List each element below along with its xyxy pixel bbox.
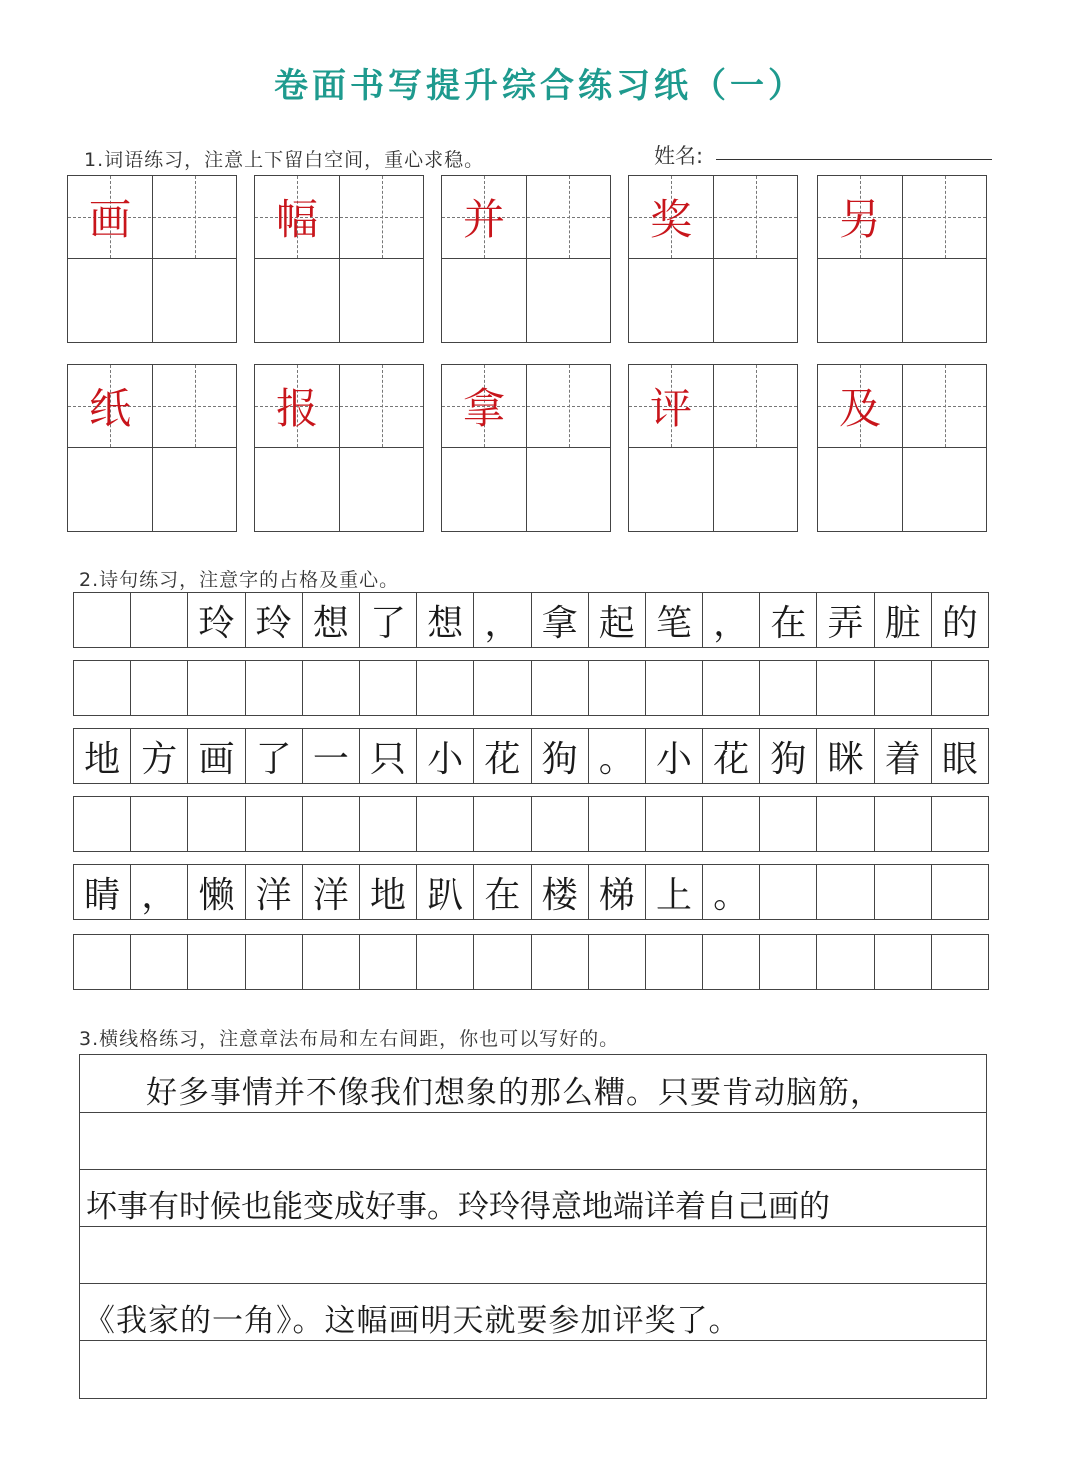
blank-cell[interactable] <box>417 935 474 989</box>
sentence-char: 画 <box>198 738 235 780</box>
grid-cell <box>589 865 646 919</box>
blank-cell[interactable] <box>474 797 531 851</box>
sentence-char: ， <box>713 602 750 644</box>
sentence-char: 小 <box>427 738 464 780</box>
sentence-char: 。 <box>598 738 635 780</box>
page-title: 卷面书写提升综合练习纸（一） <box>274 66 806 106</box>
model-character: 幅 <box>275 195 318 244</box>
grid-cell <box>188 729 245 783</box>
grid-cell <box>474 729 531 783</box>
grid-cell <box>303 593 360 647</box>
model-character: 画 <box>88 195 131 244</box>
grid-cell <box>532 729 589 783</box>
word-box <box>67 364 237 532</box>
blank-cell[interactable] <box>188 797 245 851</box>
sentence-char: 想 <box>312 602 349 644</box>
blank-cell[interactable] <box>417 661 474 715</box>
grid-cell <box>360 865 417 919</box>
grid-cell <box>760 593 817 647</box>
section2-instruction: 2.诗句练习，注意字的占格及重心。 <box>79 569 400 591</box>
grid-cell <box>131 729 188 783</box>
blank-cell[interactable] <box>817 661 874 715</box>
sentence-char: 上 <box>655 874 692 916</box>
sentence-char: 了 <box>255 738 292 780</box>
grid-cell <box>875 865 932 919</box>
word-box <box>254 175 424 343</box>
model-character: 奖 <box>649 195 692 244</box>
sentence-char: 在 <box>484 874 521 916</box>
word-box <box>628 175 798 343</box>
grid-line <box>255 447 423 448</box>
grid-cell <box>646 593 703 647</box>
model-character: 并 <box>462 195 505 244</box>
blank-cell[interactable] <box>532 797 589 851</box>
blank-cell[interactable] <box>360 935 417 989</box>
blank-cell[interactable] <box>646 797 703 851</box>
blank-cell[interactable] <box>474 935 531 989</box>
grid-cell <box>417 729 474 783</box>
blank-cell[interactable] <box>532 661 589 715</box>
word-box <box>817 175 987 343</box>
grid-cell <box>74 729 131 783</box>
sentence-char: 楼 <box>541 874 578 916</box>
blank-cell[interactable] <box>246 661 303 715</box>
grid-cell <box>932 593 988 647</box>
blank-cell[interactable] <box>131 935 188 989</box>
sentence-char: 玲 <box>198 602 235 644</box>
sentence-char: ， <box>141 874 178 916</box>
sentence-char: 笔 <box>655 602 692 644</box>
blank-cell[interactable] <box>646 661 703 715</box>
blank-cell[interactable] <box>303 935 360 989</box>
sentence-char: 眼 <box>941 738 978 780</box>
sentence-char: 狗 <box>770 738 807 780</box>
grid-cell <box>474 593 531 647</box>
blank-cell[interactable] <box>589 797 646 851</box>
sentence-char: 花 <box>713 738 750 780</box>
sentence-char: 梯 <box>598 874 635 916</box>
grid-cell <box>532 865 589 919</box>
blank-cell[interactable] <box>589 935 646 989</box>
grid-cell <box>760 865 817 919</box>
grid-line <box>629 447 797 448</box>
grid-cell <box>74 865 131 919</box>
blank-cell[interactable] <box>474 661 531 715</box>
lined-practice-area <box>79 1054 987 1399</box>
blank-cell[interactable] <box>188 935 245 989</box>
blank-cell[interactable] <box>703 661 760 715</box>
practice-row <box>73 796 989 852</box>
grid-line <box>152 176 153 342</box>
sentence-char: 脏 <box>884 602 921 644</box>
grid-line <box>442 258 610 259</box>
grid-cell <box>817 729 874 783</box>
grid-cell <box>646 865 703 919</box>
grid-line <box>68 258 236 259</box>
grid-cell <box>360 729 417 783</box>
blank-cell[interactable] <box>932 935 988 989</box>
sentence-char: 懒 <box>198 874 235 916</box>
blank-cell[interactable] <box>532 935 589 989</box>
grid-cell <box>932 865 988 919</box>
model-character: 另 <box>838 195 881 244</box>
sentence-char: 花 <box>484 738 521 780</box>
model-character: 纸 <box>88 384 131 433</box>
blank-cell[interactable] <box>246 797 303 851</box>
blank-cell[interactable] <box>303 797 360 851</box>
grid-cell <box>417 865 474 919</box>
blank-cell[interactable] <box>360 661 417 715</box>
grid-cell <box>532 593 589 647</box>
blank-cell[interactable] <box>74 797 131 851</box>
sentence-char: 在 <box>770 602 807 644</box>
sentence-char: 睛 <box>84 874 121 916</box>
grid-line <box>339 176 340 342</box>
sentence-char: 着 <box>884 738 921 780</box>
grid-line <box>713 176 714 342</box>
sentence-char: 方 <box>141 738 178 780</box>
ruled-line <box>80 1283 986 1284</box>
grid-cell <box>188 593 245 647</box>
passage-line-2: 坏事有时候也能变成好事。玲玲得意地端详着自己画的 <box>86 1189 830 1225</box>
grid-cell <box>589 729 646 783</box>
blank-cell[interactable] <box>74 935 131 989</box>
sentence-char: 弄 <box>827 602 864 644</box>
grid-line <box>152 365 153 531</box>
ruled-line <box>80 1169 986 1170</box>
sentence-char: 拿 <box>541 602 578 644</box>
blank-cell[interactable] <box>817 797 874 851</box>
sentence-char: 起 <box>598 602 635 644</box>
blank-cell[interactable] <box>760 935 817 989</box>
grid-line <box>902 176 903 342</box>
grid-line <box>68 447 236 448</box>
passage-line-1: 好多事情并不像我们想象的那么糟。只要肯动脑筋， <box>146 1075 882 1111</box>
blank-cell[interactable] <box>74 661 131 715</box>
sentence-char: 只 <box>370 738 407 780</box>
ruled-line <box>80 1226 986 1227</box>
blank-cell[interactable] <box>417 797 474 851</box>
grid-line <box>818 447 986 448</box>
model-character: 及 <box>838 384 881 433</box>
grid-cell <box>703 865 760 919</box>
sentence-char: 了 <box>370 602 407 644</box>
blank-cell[interactable] <box>646 935 703 989</box>
grid-line <box>255 258 423 259</box>
grid-cell <box>131 865 188 919</box>
sentence-char: 一 <box>312 738 349 780</box>
grid-line <box>339 365 340 531</box>
name-input-line[interactable] <box>716 159 992 160</box>
blank-cell[interactable] <box>932 661 988 715</box>
grid-cell <box>760 729 817 783</box>
grid-cell <box>131 593 188 647</box>
grid-cell <box>474 865 531 919</box>
grid-cell <box>875 729 932 783</box>
word-box <box>441 175 611 343</box>
sentence-char: 玲 <box>255 602 292 644</box>
model-character: 拿 <box>462 384 505 433</box>
passage-line-3: 《我家的一角》。这幅画明天就要参加评奖了。 <box>84 1303 741 1339</box>
blank-cell[interactable] <box>131 661 188 715</box>
blank-cell[interactable] <box>703 797 760 851</box>
grid-cell <box>875 593 932 647</box>
sentence-row <box>73 592 989 648</box>
blank-cell[interactable] <box>932 797 988 851</box>
sentence-char: 的 <box>941 602 978 644</box>
word-box <box>817 364 987 532</box>
practice-row <box>73 660 989 716</box>
section3-instruction: 3.横线格练习，注意章法布局和左右间距，你也可以写好的。 <box>79 1028 620 1050</box>
blank-cell[interactable] <box>246 935 303 989</box>
model-character: 报 <box>275 384 318 433</box>
grid-cell <box>246 729 303 783</box>
name-label: 姓名: <box>654 144 704 168</box>
sentence-char: 趴 <box>427 874 464 916</box>
grid-cell <box>589 593 646 647</box>
grid-cell <box>74 593 131 647</box>
practice-row <box>73 934 989 990</box>
word-box <box>254 364 424 532</box>
grid-line <box>526 176 527 342</box>
sentence-char: 狗 <box>541 738 578 780</box>
ruled-line <box>80 1112 986 1113</box>
blank-cell[interactable] <box>875 935 932 989</box>
blank-cell[interactable] <box>188 661 245 715</box>
sentence-char: 眯 <box>827 738 864 780</box>
sentence-char: 地 <box>84 738 121 780</box>
blank-cell[interactable] <box>760 797 817 851</box>
grid-cell <box>303 729 360 783</box>
word-box <box>441 364 611 532</box>
sentence-char: 想 <box>427 602 464 644</box>
grid-cell <box>188 865 245 919</box>
grid-cell <box>817 865 874 919</box>
grid-cell <box>360 593 417 647</box>
grid-cell <box>303 865 360 919</box>
grid-cell <box>246 593 303 647</box>
grid-cell <box>417 593 474 647</box>
word-box <box>628 364 798 532</box>
blank-cell[interactable] <box>817 935 874 989</box>
section1-instruction: 1.词语练习，注意上下留白空间，重心求稳。 <box>84 149 485 171</box>
sentence-row <box>73 728 989 784</box>
blank-cell[interactable] <box>303 661 360 715</box>
grid-cell <box>703 729 760 783</box>
grid-cell <box>703 593 760 647</box>
sentence-row <box>73 864 989 920</box>
grid-line <box>713 365 714 531</box>
blank-cell[interactable] <box>875 797 932 851</box>
grid-cell <box>646 729 703 783</box>
grid-line <box>818 258 986 259</box>
sentence-char: 地 <box>370 874 407 916</box>
grid-line <box>902 365 903 531</box>
blank-cell[interactable] <box>131 797 188 851</box>
ruled-line <box>80 1340 986 1341</box>
sentence-char: 洋 <box>255 874 292 916</box>
blank-cell[interactable] <box>589 661 646 715</box>
grid-line <box>526 365 527 531</box>
blank-cell[interactable] <box>760 661 817 715</box>
sentence-char: 。 <box>713 874 750 916</box>
grid-line <box>442 447 610 448</box>
word-box <box>67 175 237 343</box>
grid-cell <box>932 729 988 783</box>
grid-line <box>629 258 797 259</box>
blank-cell[interactable] <box>360 797 417 851</box>
model-character: 评 <box>649 384 692 433</box>
grid-cell <box>246 865 303 919</box>
sentence-char: 小 <box>655 738 692 780</box>
grid-cell <box>817 593 874 647</box>
blank-cell[interactable] <box>875 661 932 715</box>
sentence-char: 洋 <box>312 874 349 916</box>
blank-cell[interactable] <box>703 935 760 989</box>
sentence-char: ， <box>484 602 521 644</box>
